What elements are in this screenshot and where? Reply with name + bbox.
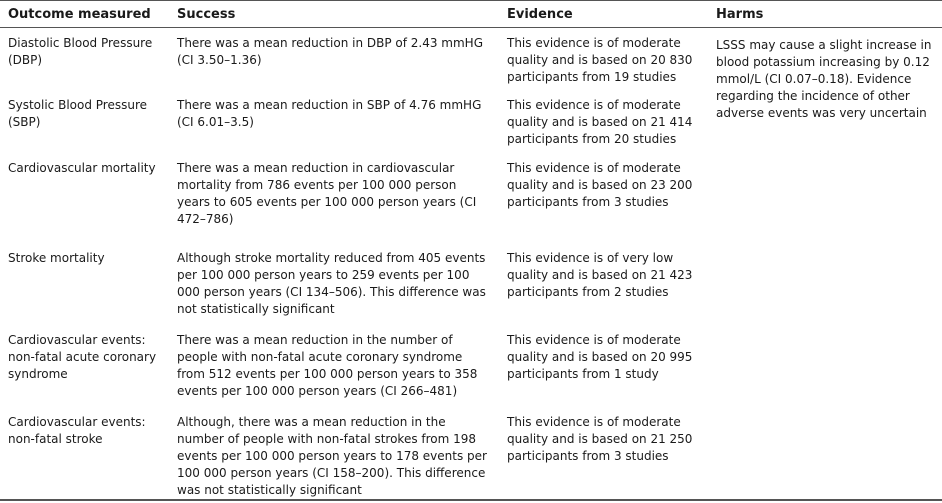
outcome-cell: Cardiovascular events: non-fatal acute coronary syndrome	[8, 333, 157, 381]
success-cell: Although, there was a mean reduction in the number of people with non-fatal strokes from 198 events per 100 000 person years to 178 events per 100 000 person years (CI 158–200). This difference was not statistically significant	[177, 415, 487, 497]
success-cell: There was a mean reduction in the number of people with non-fatal acute coronary syndrome from 512 events per 100 000 person years to 358 events per 100 000 person years (CI 266–481)	[177, 333, 478, 398]
evidence-cell: This evidence is of very low quality and is based on 21 423 participants from 2 studies	[507, 251, 693, 299]
harms-cell: LSSS may cause a slight increase in blood potassium increasing by 0.12 mmol/L (CI 0.07–0.18). Evidence regarding the incidence of other adverse events was very uncertain	[716, 38, 932, 120]
header-success: Success	[177, 7, 236, 22]
table-body	[0, 28, 942, 501]
success-cell: Although stroke mortality reduced from 405 events per 100 000 person years to 259 events per 100 000 person years (CI 134–506). This difference was not statistically significant	[177, 251, 486, 316]
evidence-cell: This evidence is of moderate quality and is based on 21 250 participants from 3 studies	[507, 415, 693, 463]
header-outcome: Outcome measured	[8, 7, 151, 22]
table-header	[0, 1, 942, 28]
success-cell: There was a mean reduction in SBP of 4.76 mmHG (CI 6.01–3.5)	[177, 98, 482, 129]
success-cell: There was a mean reduction in DBP of 2.43 mmHG (CI 3.50–1.36)	[177, 36, 483, 67]
outcome-cell: Systolic Blood Pressure (SBP)	[8, 98, 148, 129]
header-row	[0, 1, 942, 28]
outcome-cell: Cardiovascular mortality	[8, 161, 156, 175]
header-evidence: Evidence	[507, 7, 573, 22]
evidence-cell: This evidence is of moderate quality and is based on 23 200 participants from 3 studies	[507, 161, 693, 209]
evidence-cell: This evidence is of moderate quality and is based on 20 995 participants from 1 study	[507, 333, 693, 381]
outcome-cell: Stroke mortality	[8, 251, 105, 265]
evidence-cell: This evidence is of moderate quality and is based on 20 830 participants from 19 studies	[507, 36, 693, 84]
success-cell: There was a mean reduction in cardiovascular mortality from 786 events per 100 000 person years to 605 events per 100 000 person years (CI 472–786)	[177, 161, 477, 226]
outcome-cell: Diastolic Blood Pressure (DBP)	[8, 36, 153, 67]
outcome-cell: Cardiovascular events: non-fatal stroke	[8, 415, 146, 446]
table-row	[0, 28, 942, 91]
header-harms: Harms	[716, 7, 764, 22]
evidence-cell: This evidence is of moderate quality and is based on 21 414 participants from 20 studies	[507, 98, 693, 146]
